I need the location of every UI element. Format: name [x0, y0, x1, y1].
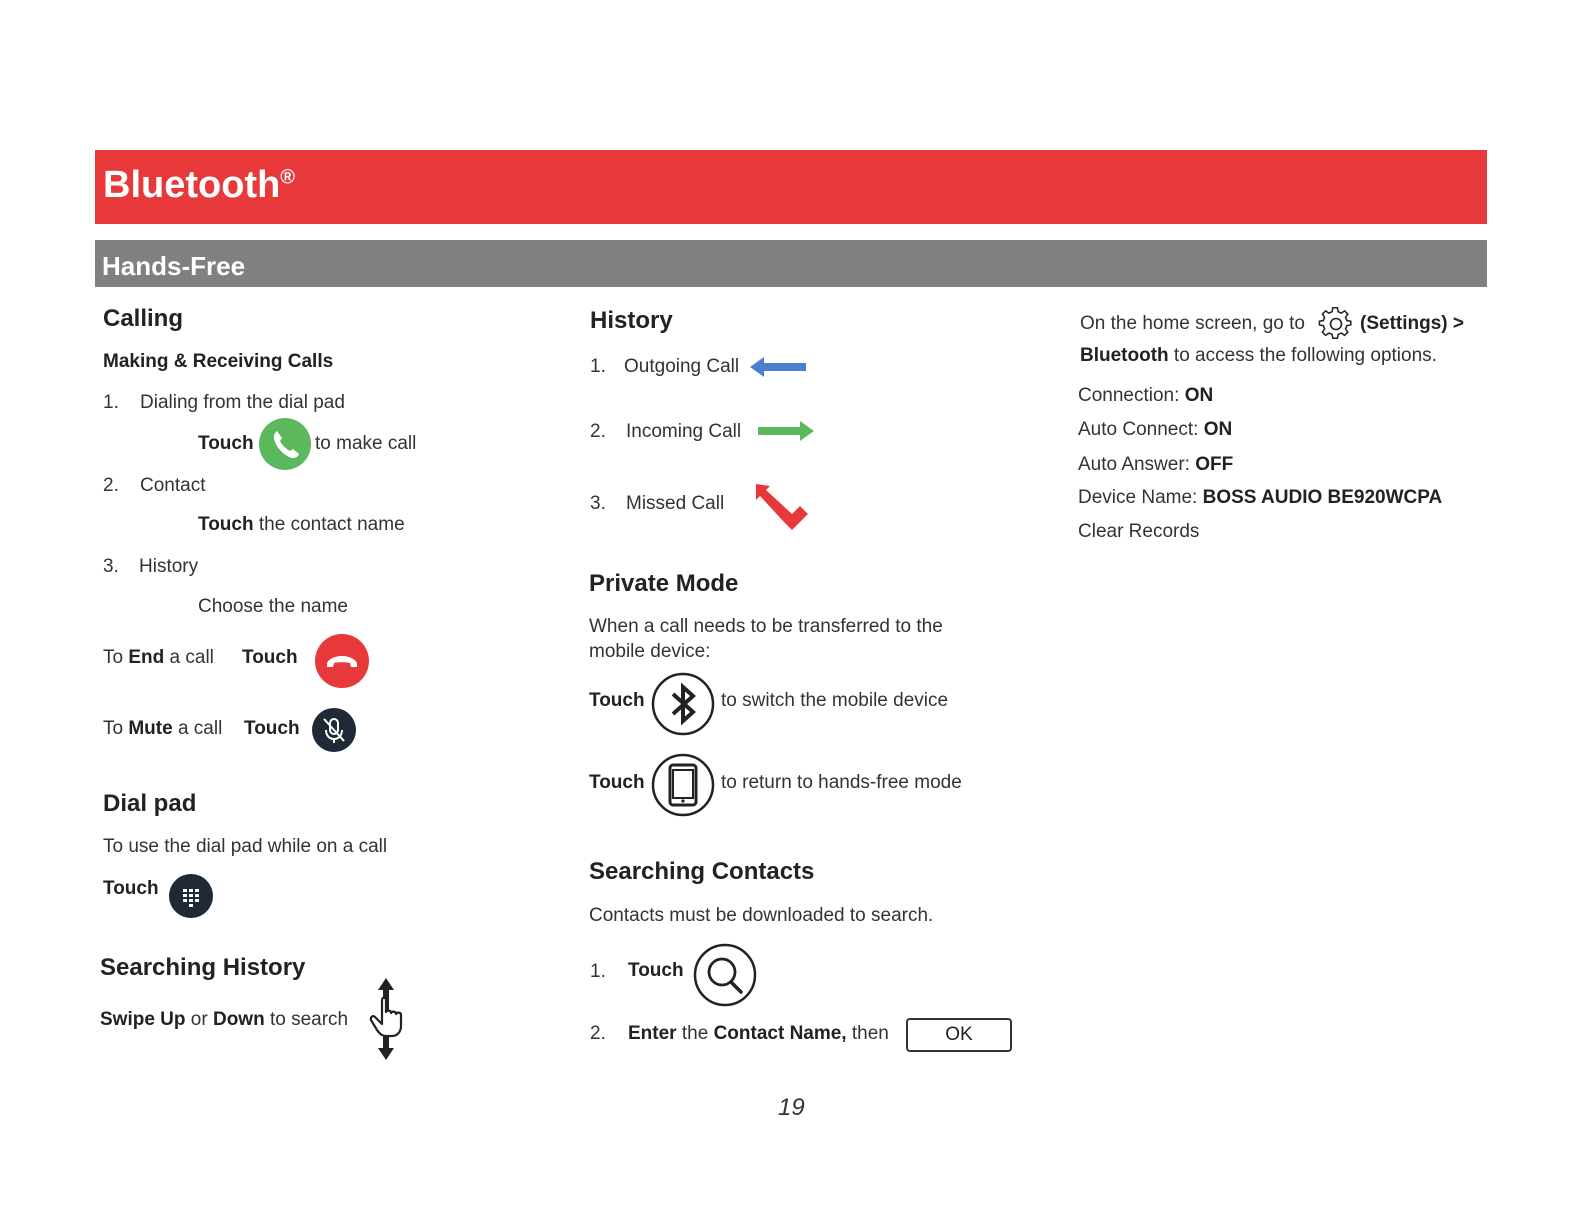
history-heading: History	[590, 307, 673, 334]
section-title: Hands-Free	[102, 251, 246, 281]
calling-heading: Calling	[103, 305, 184, 332]
swipe-icon	[360, 976, 416, 1062]
end-call-touch: Touch	[242, 647, 298, 668]
settings-label: (Settings) >	[1360, 313, 1464, 334]
phone-icon	[650, 752, 716, 818]
page-title: Bluetooth®	[103, 164, 296, 206]
step-1-after: to make call	[315, 433, 417, 454]
contacts-step-2-number: 2.	[590, 1023, 606, 1044]
private-mode-heading: Private Mode	[589, 570, 739, 597]
history-item-3-number: 3.	[590, 493, 606, 514]
mute-call-text: To Mute a call	[103, 718, 223, 739]
contacts-step-2-text: Enter the Contact Name, then	[628, 1023, 889, 1044]
end-call-icon	[314, 633, 370, 689]
history-item-3-label: Missed Call	[626, 493, 725, 514]
missed-call-arrow-icon	[752, 480, 812, 532]
dial-pad-text: To use the dial pad while on a call	[103, 836, 388, 857]
searching-history-heading: Searching History	[100, 954, 306, 981]
step-2-label: Contact	[140, 475, 206, 496]
dial-pad-touch: Touch	[103, 878, 159, 899]
step-3-label: History	[139, 556, 199, 577]
searching-contacts-text: Contacts must be downloaded to search.	[589, 905, 934, 926]
private-switch-touch: Touch	[589, 690, 645, 711]
making-receiving-heading: Making & Receiving Calls	[103, 351, 334, 372]
option-clear-records: Clear Records	[1078, 521, 1200, 542]
option-device-name: Device Name: BOSS AUDIO BE920WCPA	[1078, 487, 1443, 508]
step-2-after: the contact name	[258, 514, 405, 535]
history-item-1-number: 1.	[590, 356, 606, 377]
dial-pad-icon	[168, 873, 214, 919]
step-2-touch: Touch	[198, 514, 254, 535]
registered-mark: ®	[280, 166, 296, 189]
step-1-number: 1.	[103, 392, 119, 413]
incoming-call-arrow-icon	[756, 418, 814, 444]
section-title-bar	[95, 240, 1487, 287]
contacts-step-1-number: 1.	[590, 961, 606, 982]
step-1-touch: Touch	[198, 433, 254, 454]
mute-icon	[311, 707, 357, 753]
outgoing-call-arrow-icon	[750, 354, 808, 380]
history-item-1-label: Outgoing Call	[624, 356, 740, 377]
ok-button: OK	[906, 1018, 1012, 1052]
step-2-instruction	[198, 514, 405, 536]
private-switch-text: to switch the mobile device	[721, 690, 949, 711]
settings-intro-pre: On the home screen, go to	[1080, 313, 1305, 334]
step-3-number: 3.	[103, 556, 119, 577]
step-1-label: Dialing from the dial pad	[140, 392, 345, 413]
private-mode-line-1: When a call needs to be transferred to the	[589, 616, 943, 637]
searching-contacts-heading: Searching Contacts	[589, 858, 815, 885]
private-return-text: to return to hands-free mode	[721, 772, 962, 793]
settings-intro-line-2: Bluetooth to access the following options.	[1080, 345, 1437, 366]
private-return-touch: Touch	[589, 772, 645, 793]
search-icon	[692, 942, 758, 1008]
option-auto-answer: Auto Answer: OFF	[1078, 454, 1234, 475]
history-item-2-label: Incoming Call	[626, 421, 742, 442]
option-auto-connect: Auto Connect: ON	[1078, 419, 1233, 440]
option-connection: Connection: ON	[1078, 385, 1214, 406]
searching-history-text: Swipe Up or Down to search	[100, 1009, 349, 1030]
step-3-instruction: Choose the name	[198, 596, 348, 617]
page-number: 19	[778, 1094, 805, 1121]
contacts-step-1-touch: Touch	[628, 960, 684, 981]
bluetooth-icon	[650, 671, 716, 737]
private-mode-line-2: mobile device:	[589, 641, 711, 662]
end-call-text: To End a call	[103, 647, 214, 668]
page-title-bar	[95, 150, 1487, 224]
mute-call-touch: Touch	[244, 718, 300, 739]
call-icon	[258, 417, 312, 471]
dial-pad-heading: Dial pad	[103, 790, 197, 817]
step-2-number: 2.	[103, 475, 119, 496]
gear-icon	[1318, 306, 1354, 342]
history-item-2-number: 2.	[590, 421, 606, 442]
